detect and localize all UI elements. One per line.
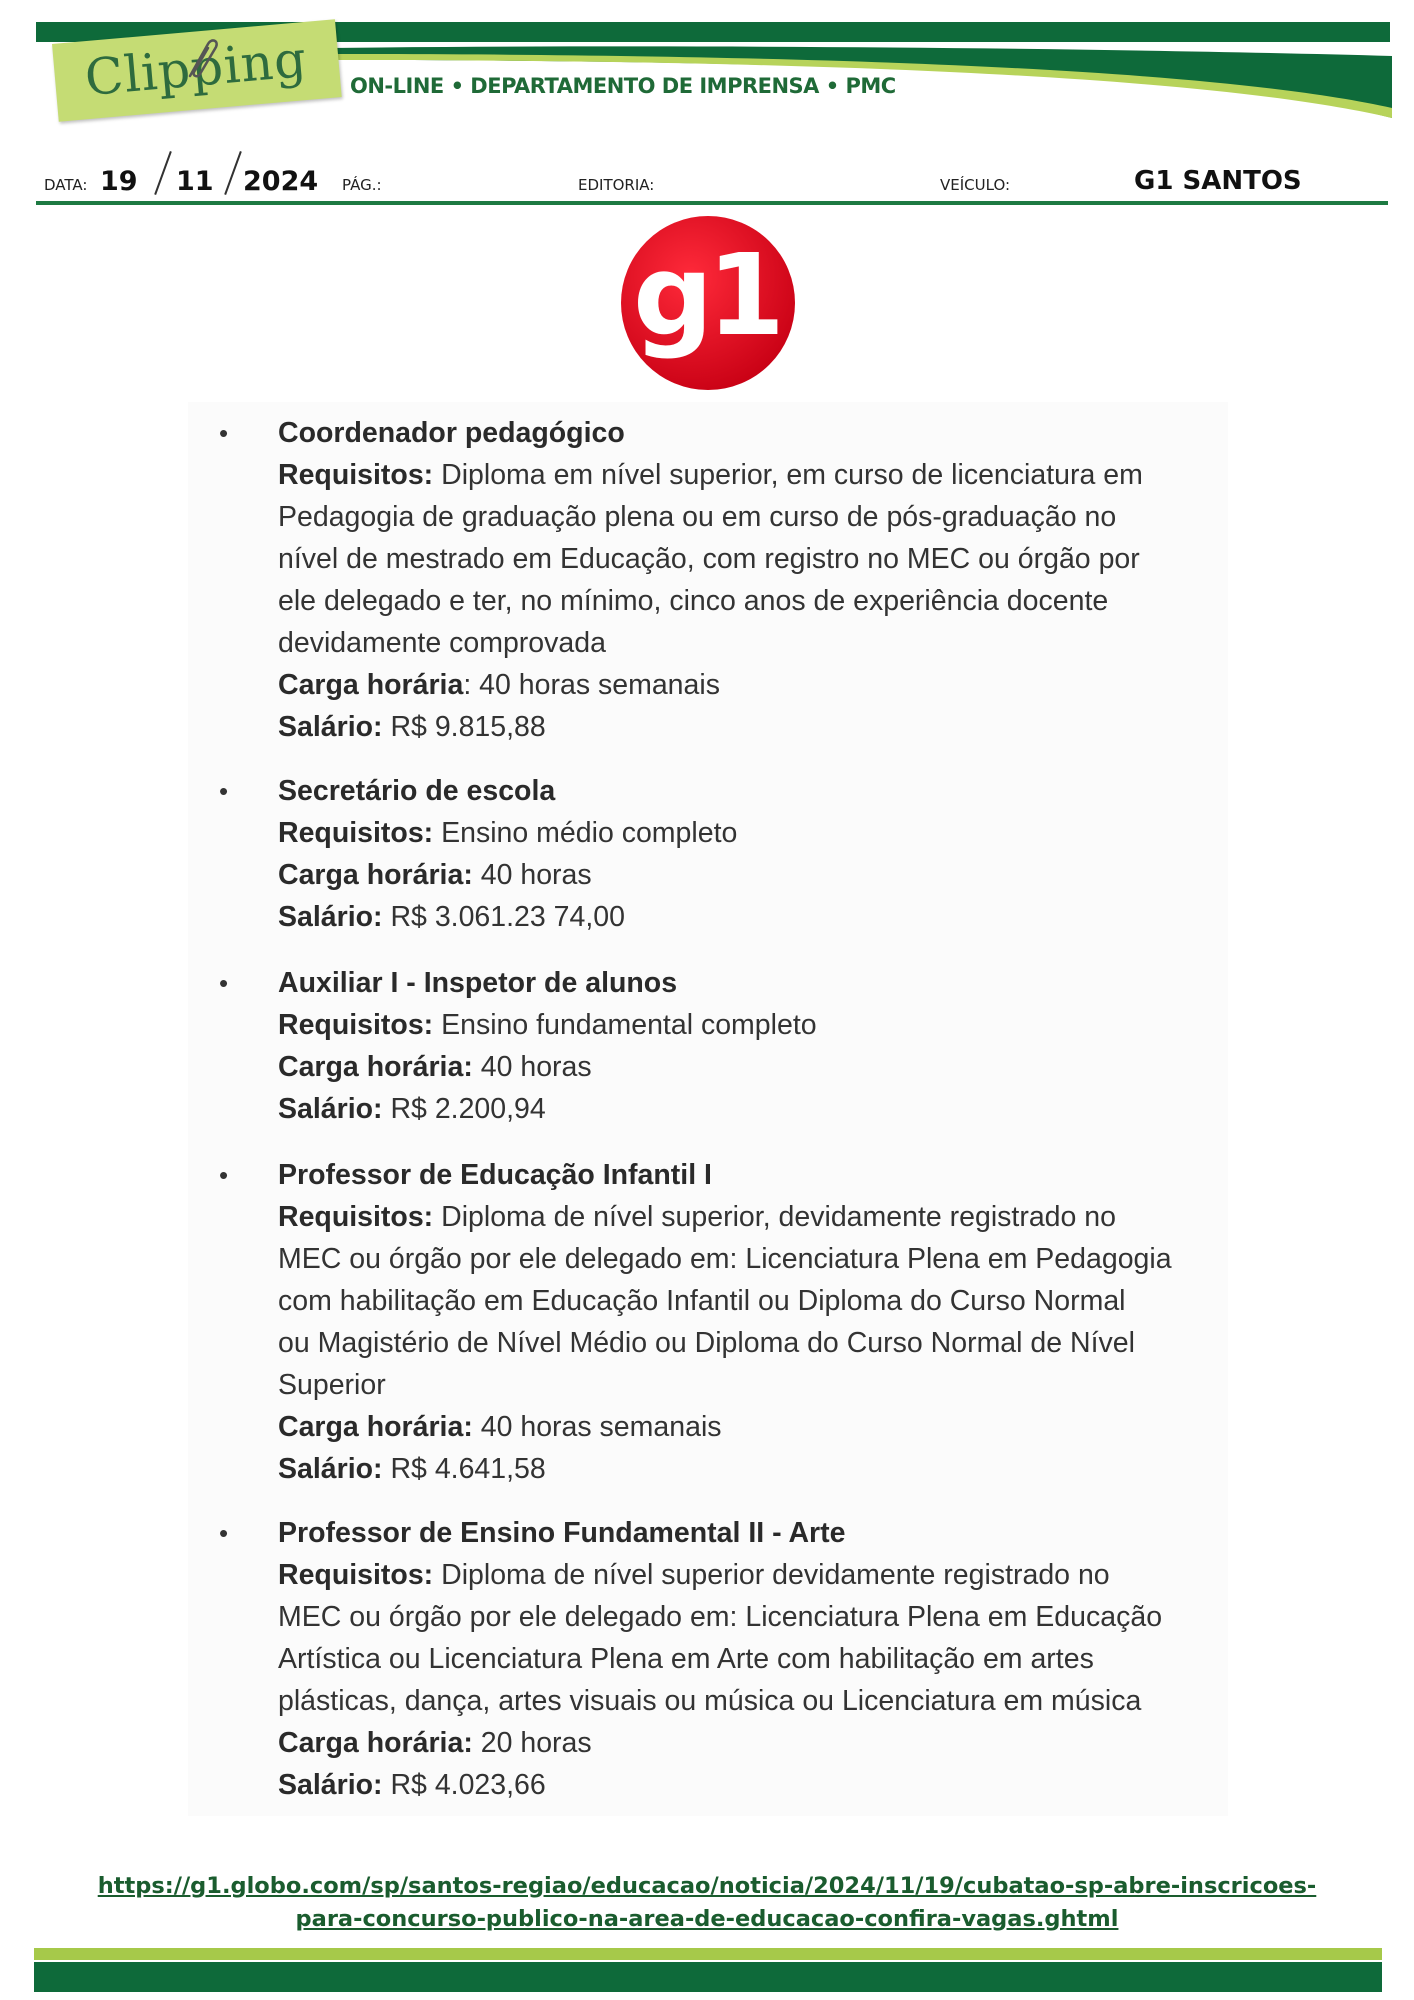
date-slash — [224, 151, 242, 195]
article-body — [188, 402, 1228, 1816]
job-item — [219, 962, 817, 1130]
hours-label: Carga horária: — [278, 1411, 473, 1443]
hours-value: 40 horas — [472, 1051, 592, 1083]
requirements-text: Diploma de nível superior, devidamente registrado no — [441, 1201, 1116, 1233]
info-row — [44, 164, 1384, 204]
requirements-text: MEC ou órgão por ele delegado em: Licenciatura Plena em Educação — [278, 1601, 1163, 1633]
salary-value: R$ 9.815,88 — [382, 711, 546, 743]
veiculo-value: G1 SANTOS — [1134, 166, 1302, 196]
bullet-icon: • — [219, 418, 229, 448]
requirements-label: Requisitos: — [278, 1559, 434, 1591]
job-title: Coordenador pedagógico — [278, 417, 625, 449]
footer-light-band — [34, 1948, 1382, 1960]
date-month: 11 — [176, 166, 214, 197]
veiculo-label: VEÍCULO: — [940, 176, 1011, 194]
date-slash — [154, 151, 172, 195]
requirements-text: Ensino fundamental completo — [441, 1009, 817, 1041]
hours-label: Carga horária: — [278, 859, 473, 891]
salary-value: R$ 3.061.23 74,00 — [382, 901, 625, 933]
salary-label: Salário: — [278, 1453, 383, 1485]
hours-value: 40 horas semanais — [472, 1411, 722, 1443]
editoria-label: EDITORIA: — [578, 176, 655, 194]
requirements-text: ele delegado e ter, no mínimo, cinco anos de experiência docente — [278, 585, 1109, 617]
requirements-label: Requisitos: — [278, 459, 434, 491]
clipping-label: Clipping — [82, 29, 310, 108]
paperclip-icon — [182, 36, 222, 82]
source-link-line[interactable]: https://g1.globo.com/sp/santos-regiao/educacao/noticia/2024/11/19/cubatao-sp-abre-inscricoes- — [97, 1873, 1317, 1899]
page-label: PÁG.: — [342, 176, 382, 194]
salary-value: R$ 4.023,66 — [382, 1769, 546, 1801]
hours-value: 20 horas — [472, 1727, 592, 1759]
requirements-text: Artística ou Licenciatura Plena em Arte com habilitação em artes — [278, 1643, 1094, 1675]
bullet-icon: • — [219, 776, 229, 806]
requirements-text: Pedagogia de graduação plena ou em curso de pós-graduação no — [278, 501, 1117, 533]
requirements-text: Ensino médio completo — [441, 817, 738, 849]
job-title: Professor de Educação Infantil I — [278, 1159, 712, 1191]
hours-label: Carga horária: — [278, 1051, 473, 1083]
source-link[interactable] — [60, 1870, 1354, 1936]
requirements-text: com habilitação em Educação Infantil ou Diploma do Curso Normal — [278, 1285, 1126, 1317]
salary-value: R$ 4.641,58 — [382, 1453, 546, 1485]
info-rule — [36, 201, 1388, 205]
date-label: DATA: — [44, 176, 88, 194]
requirements-text: Diploma em nível superior, em curso de licenciatura em — [441, 459, 1143, 491]
hours-label: Carga horária — [278, 669, 464, 701]
salary-label: Salário: — [278, 1769, 383, 1801]
salary-label: Salário: — [278, 1093, 383, 1125]
job-title: Secretário de escola — [278, 775, 556, 807]
source-link-line[interactable]: para-concurso-publico-na-area-de-educacao-confira-vagas.ghtml — [295, 1906, 1119, 1932]
job-item — [219, 770, 738, 938]
requirements-label: Requisitos: — [278, 1009, 434, 1041]
requirements-text: ou Magistério de Nível Médio ou Diploma do Curso Normal de Nível — [278, 1327, 1135, 1359]
hours-value: : 40 horas semanais — [463, 669, 720, 701]
salary-value: R$ 2.200,94 — [382, 1093, 546, 1125]
hours-value: 40 horas — [472, 859, 592, 891]
bullet-icon: • — [219, 968, 229, 998]
footer-dark-band — [34, 1962, 1382, 1992]
job-title: Auxiliar I - Inspetor de alunos — [278, 967, 678, 999]
bullet-icon: • — [219, 1518, 229, 1548]
requirements-text: plásticas, dança, artes visuais ou música ou Licenciatura em música — [278, 1685, 1142, 1717]
hours-label: Carga horária: — [278, 1727, 473, 1759]
g1-logo-text: g1 — [632, 231, 780, 361]
job-item — [219, 412, 1143, 748]
g1-logo-icon — [620, 216, 796, 390]
requirements-label: Requisitos: — [278, 817, 434, 849]
date-day: 19 — [100, 166, 138, 197]
requirements-text: nível de mestrado em Educação, com registro no MEC ou órgão por — [278, 543, 1140, 575]
department-line: ON-LINE • DEPARTAMENTO DE IMPRENSA • PMC — [350, 74, 896, 98]
job-item — [219, 1154, 1172, 1490]
requirements-text: Diploma de nível superior devidamente registrado no — [441, 1559, 1110, 1591]
bullet-icon: • — [219, 1160, 229, 1190]
requirements-label: Requisitos: — [278, 1201, 434, 1233]
requirements-text: MEC ou órgão por ele delegado em: Licenciatura Plena em Pedagogia — [278, 1243, 1172, 1275]
requirements-text: devidamente comprovada — [278, 627, 606, 659]
date-year: 2024 — [243, 166, 319, 197]
requirements-text: Superior — [278, 1369, 386, 1401]
salary-label: Salário: — [278, 901, 383, 933]
job-item — [219, 1512, 1163, 1806]
salary-label: Salário: — [278, 711, 383, 743]
job-title: Professor de Ensino Fundamental II - Arte — [278, 1517, 846, 1549]
